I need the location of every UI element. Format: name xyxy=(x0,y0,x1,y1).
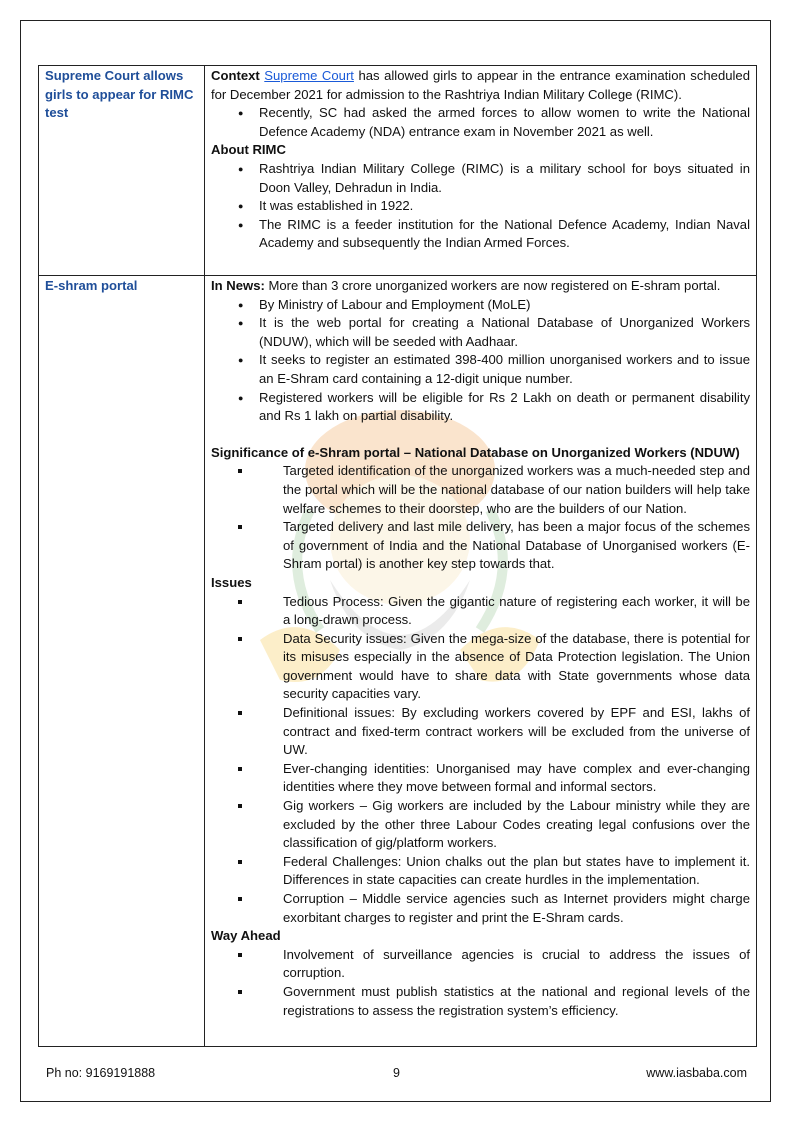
news-paragraph xyxy=(211,277,750,296)
about-rimc-heading: About RIMC xyxy=(211,142,286,158)
news-text: More than 3 crore unorganized workers are now registered on E-shram portal. xyxy=(264,278,721,293)
content-table xyxy=(38,65,757,1047)
context-text: has allowed girls to appear in the entrance examination scheduled for December 2021 for admission to the Rashtriya Indian Military College (RIMC). xyxy=(211,68,750,102)
content-cell xyxy=(205,276,757,1047)
list-item: Targeted delivery and last mile delivery, has been a major focus of the schemes of government of India and the National Database of Unorganised workers (E-Shram portal) is another key step towards that. xyxy=(211,518,750,574)
about-bullet-list xyxy=(211,160,750,253)
news-label: In News: xyxy=(211,278,265,293)
news-bullet-list xyxy=(211,296,750,426)
list-item: Government must publish statistics at the national and regional levels of the registrations to assess the registration system’s efficiency. xyxy=(211,983,750,1020)
list-item: ● It seeks to register an estimated 398-400 million unorganised workers and to issue an E-Shram card containing a 12-digit unique number. xyxy=(211,351,750,388)
footer-website[interactable]: www.iasbaba.com xyxy=(646,1066,747,1080)
list-item: Corruption – Middle service agencies such as Internet providers might charge exorbitant charges to register and print the E-Shram cards. xyxy=(211,890,750,927)
list-item: Gig workers – Gig workers are included by the Labour ministry while they are excluded by the other three Labour Codes creating legal confusions over the classification of gig/platform workers. xyxy=(211,797,750,853)
way-ahead-heading: Way Ahead xyxy=(211,928,281,944)
list-item: ● It is the web portal for creating a National Database of Unorganized Workers (NDUW), which will be seeded with Aadhaar. xyxy=(211,314,750,351)
significance-bullet-list xyxy=(211,462,750,574)
list-item: Involvement of surveillance agencies is crucial to address the issues of corruption. xyxy=(211,946,750,983)
list-item: ● Registered workers will be eligible for Rs 2 Lakh on death or permanent disability and Rs 1 lakh on partial disability. xyxy=(211,389,750,426)
list-item: ● The RIMC is a feeder institution for the National Defence Academy, Indian Naval Academy and subsequently the Indian Armed Forces. xyxy=(211,216,750,253)
issues-heading: Issues xyxy=(211,574,252,590)
list-item: ● By Ministry of Labour and Employment (MoLE) xyxy=(211,296,750,315)
list-item: Definitional issues: By excluding workers covered by EPF and ESI, lakhs of contract and fixed-term contract workers will be excluded from the universe of UW. xyxy=(211,704,750,760)
list-item: ● Rashtriya Indian Military College (RIMC) is a military school for boys situated in Doon Valley, Dehradun in India. xyxy=(211,160,750,197)
list-item: Data Security issues: Given the mega-size of the database, there is potential for its misuses especially in the absence of Data Protection legislation. The Union government would have to share data with State governments whose data security capacities vary. xyxy=(211,630,750,704)
context-label: Context xyxy=(211,68,260,83)
list-item: Targeted identification of the unorganized workers was a much-needed step and the portal which will be the national database of our nation builders will help take welfare schemes to their doorstep, who are the builders of our Nation. xyxy=(211,462,750,518)
list-item: ● Recently, SC had asked the armed forces to allow women to write the National Defence Academy (NDA) entrance exam in November 2021 as well. xyxy=(211,104,750,141)
supreme-court-link[interactable]: Supreme Court xyxy=(264,68,354,83)
significance-heading: Significance of e-Shram portal – National Database on Unorganized Workers (NDUW) xyxy=(211,444,740,460)
topic-cell: E-shram portal xyxy=(39,276,205,1047)
table-row xyxy=(39,276,757,1047)
topic-cell: Supreme Court allows girls to appear for RIMC test xyxy=(39,66,205,276)
context-paragraph xyxy=(211,67,750,104)
context-bullet-list xyxy=(211,104,750,141)
issues-bullet-list xyxy=(211,593,750,928)
list-item: Ever-changing identities: Unorganised may have complex and ever-changing identities where they move between formal and informal sectors. xyxy=(211,760,750,797)
table-row xyxy=(39,66,757,276)
list-item: Tedious Process: Given the gigantic nature of registering each worker, it will be a long-drawn process. xyxy=(211,593,750,630)
list-item: ● It was established in 1922. xyxy=(211,197,750,216)
footer-phone: Ph no: 9169191888 xyxy=(46,1066,156,1080)
content-cell xyxy=(205,66,757,276)
footer-page-number: 9 xyxy=(393,1066,400,1080)
way-ahead-bullet-list xyxy=(211,946,750,1020)
list-item: Federal Challenges: Union chalks out the plan but states have to implement it. Differences in state capacities can create hurdles in the implementation. xyxy=(211,853,750,890)
spacer xyxy=(211,426,750,444)
